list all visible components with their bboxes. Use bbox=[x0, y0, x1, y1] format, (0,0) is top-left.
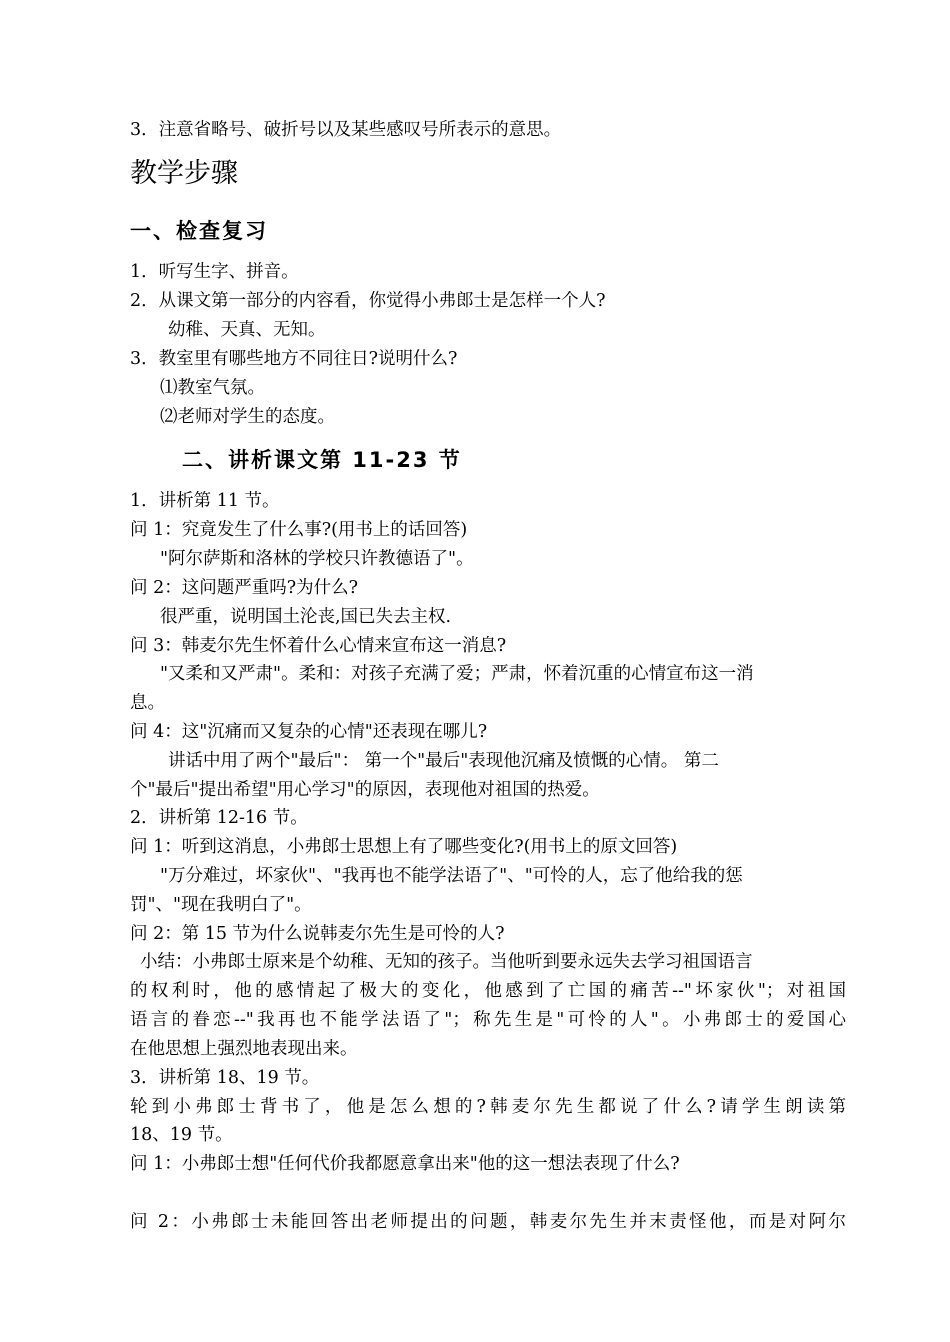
s2-line-21: 3．讲析第 18、19 节。 bbox=[130, 1068, 320, 1088]
heading-teaching-steps: 教学步骤 bbox=[130, 158, 238, 189]
s2-line-9: 问 4：这"沉痛而又复杂的心情"还表现在哪儿? bbox=[130, 722, 488, 742]
s1-line-6: ⑵老师对学生的态度。 bbox=[160, 407, 335, 427]
s2-line-23: 18、19 节。 bbox=[130, 1125, 233, 1145]
s2-line-15: 罚"、"现在我明白了"。 bbox=[130, 895, 312, 915]
intro-item: 3．注意省略号、破折号以及某些感叹号所表示的意思。 bbox=[130, 120, 562, 140]
s2-line-11: 个"最后"提出希望"用心学习"的原因，表现他对祖国的热爱。 bbox=[130, 780, 600, 800]
s1-line-3: 幼稚、天真、无知。 bbox=[168, 320, 326, 340]
s2-line-5: 很严重，说明国土沦丧,国已失去主权. bbox=[160, 607, 452, 627]
section-1-title: 一、检查复习 bbox=[130, 219, 268, 243]
s2-line-17: 小结：小弗郎士原来是个幼稚、无知的孩子。当他听到要永远失去学习祖国语言 bbox=[140, 952, 753, 972]
s2-line-6: 问 3：韩麦尔先生怀着什么心情来宣布这一消息? bbox=[130, 636, 507, 656]
s2-line-25: 问 2：小弗郎士未能回答出老师提出的问题，韩麦尔先生并末责怪他，而是对阿尔 bbox=[130, 1212, 846, 1232]
section-2-title: 二、讲析课文第 11-23 节 bbox=[182, 448, 462, 472]
s1-line-1: 1．听写生字、拼音。 bbox=[130, 262, 299, 282]
s2-line-3: "阿尔萨斯和洛林的学校只许教德语了"。 bbox=[160, 549, 474, 569]
s2-line-16: 问 2：第 15 节为什么说韩麦尔先生是可怜的人? bbox=[130, 924, 505, 944]
s2-line-19: 语言的眷恋--"我再也不能学法语了"；称先生是"可怜的人"。小弗郎士的爱国心 bbox=[130, 1010, 846, 1030]
s2-line-22: 轮到小弗郎士背书了，他是怎么想的?韩麦尔先生都说了什么?请学生朗读第 bbox=[130, 1097, 846, 1117]
s2-line-24: 问 1：小弗郎士想"任何代价我都愿意拿出来"他的这一想法表现了什么? bbox=[130, 1154, 680, 1174]
s2-line-20: 在他思想上强烈地表现出来。 bbox=[130, 1039, 358, 1059]
s2-line-14: "万分难过，坏家伙"、"我再也不能学法语了"、"可怜的人，忘了他给我的惩 bbox=[160, 866, 743, 886]
s2-line-18: 的权利时，他的感情起了极大的变化，他感到了亡国的痛苦--"坏家伙"；对祖国 bbox=[130, 981, 846, 1001]
s2-line-13: 问 1：听到这消息，小弗郎士思想上有了哪些变化?(用书上的原文回答) bbox=[130, 837, 678, 857]
s1-line-5: ⑴教室气氛。 bbox=[160, 378, 265, 398]
s2-line-1: 1．讲析第 11 节。 bbox=[130, 491, 280, 511]
s2-line-4: 问 2：这问题严重吗?为什么? bbox=[130, 578, 358, 598]
s2-line-12: 2．讲析第 12-16 节。 bbox=[130, 808, 308, 828]
s1-line-4: 3．教室里有哪些地方不同往日?说明什么? bbox=[130, 349, 458, 369]
s2-line-10: 讲话中用了两个"最后"： 第一个"最后"表现他沉痛及愤慨的心情。 第二 bbox=[168, 751, 719, 771]
s2-line-7: "又柔和又严肃"。柔和：对孩子充满了爱；严肃，怀着沉重的心情宣布这一消 bbox=[160, 664, 754, 684]
s2-line-8: 息。 bbox=[130, 693, 165, 713]
s2-line-2: 问 1：究竟发生了什么事?(用书上的话回答) bbox=[130, 520, 468, 540]
s1-line-2: 2．从课文第一部分的内容看，你觉得小弗郎士是怎样一个人? bbox=[130, 291, 606, 311]
